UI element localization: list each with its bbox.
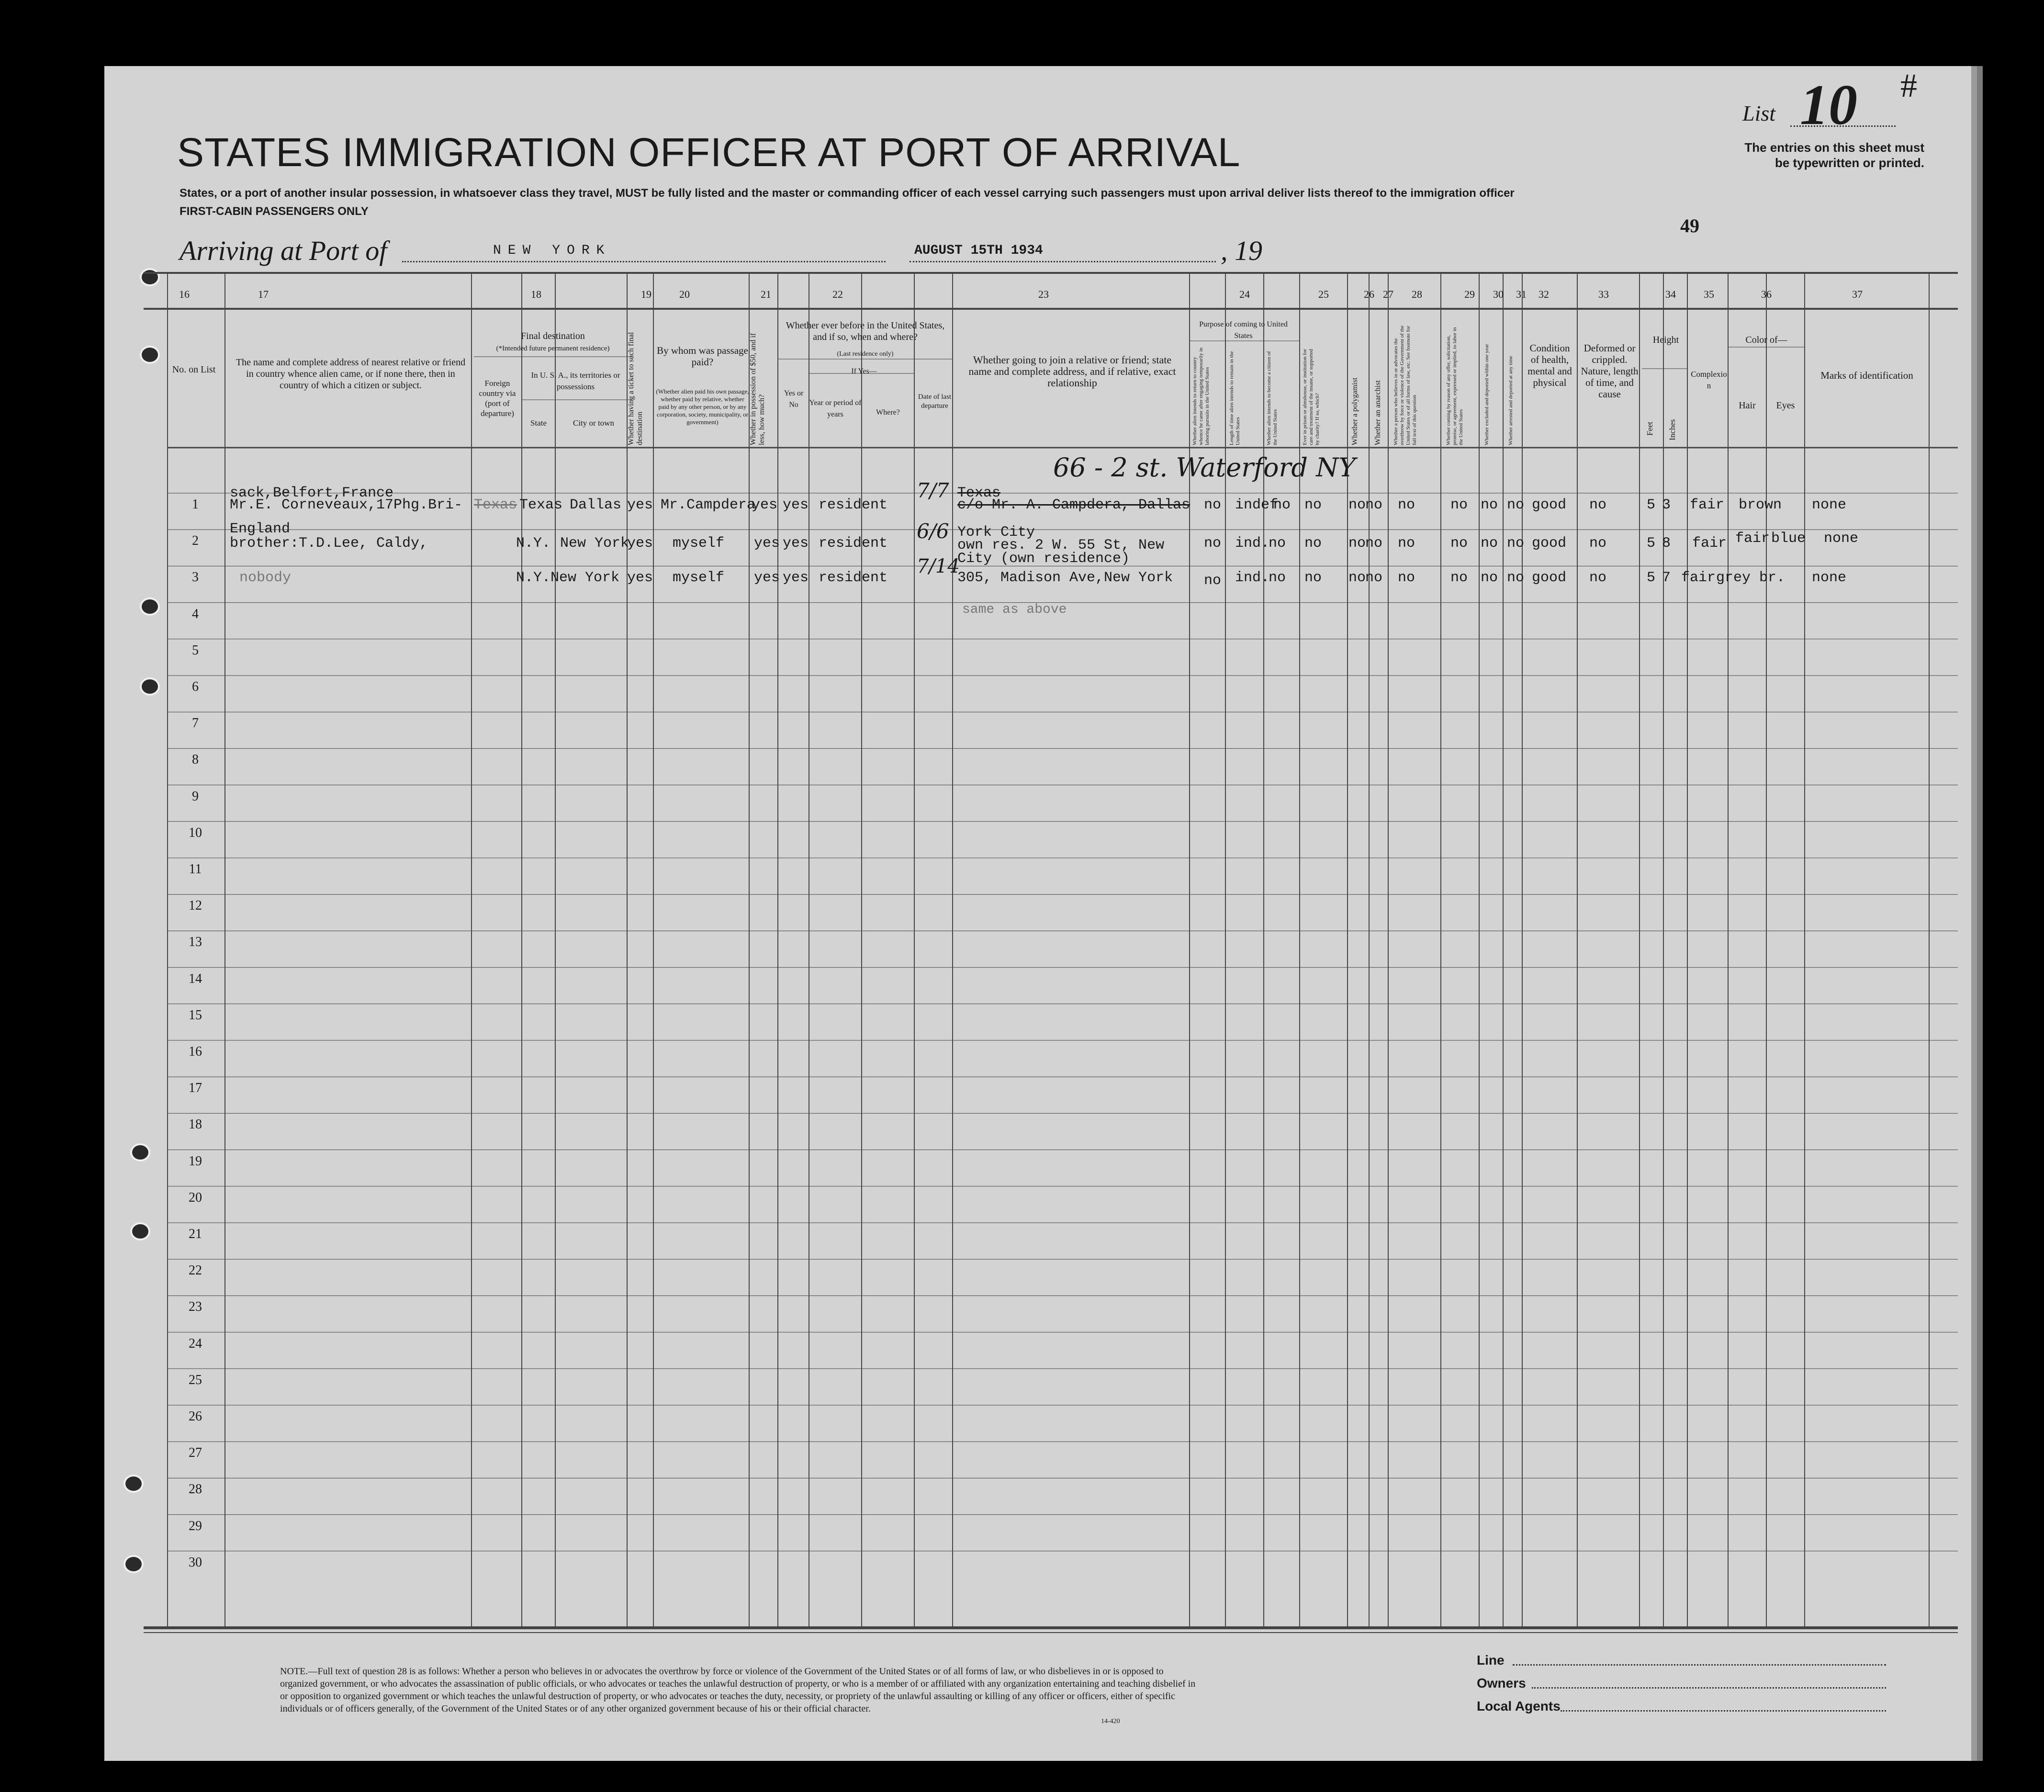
row-number: 28: [189, 1482, 202, 1497]
column-number: 21: [761, 288, 771, 300]
header-fifty-dollars: Whether in possession of $50, and if less, how much?: [749, 333, 766, 445]
row2-complexion: fair: [1692, 535, 1727, 552]
row2-city: New York: [560, 535, 629, 552]
row2-marks: none: [1824, 530, 1859, 547]
year-prefix: , 19: [1221, 235, 1262, 266]
form-number: 14-420: [1101, 1718, 1120, 1725]
row3-hair: grey: [1716, 570, 1751, 586]
header-health: Condition of health, mental and physical: [1527, 342, 1572, 388]
header-ever-before: Whether ever before in the United States, and if so, when and where?: [786, 320, 945, 342]
header-date-departure: Date of last departure: [918, 393, 952, 410]
line-dotline: [1513, 1664, 1886, 1666]
row2-relative: brother:T.D.Lee, Caldy,: [230, 535, 428, 552]
header-inches: Inches: [1668, 419, 1677, 440]
row-number: 8: [192, 752, 199, 767]
row2-inches: 8: [1662, 535, 1671, 552]
arrival-port: NEW YORK: [493, 243, 611, 258]
row3-marks: none: [1812, 570, 1847, 586]
page-title: STATES IMMIGRATION OFFICER AT PORT OF ARRIVAL: [177, 130, 1241, 175]
row1-above: sack,Belfort,France: [230, 485, 394, 501]
row2-health: good: [1532, 535, 1567, 552]
column-number: 25: [1318, 288, 1329, 300]
row-number: 29: [189, 1518, 202, 1533]
row1-before: yes: [783, 497, 809, 513]
header-ever-before-sub: (Last residence only): [837, 350, 894, 358]
row-number: 13: [189, 935, 202, 950]
row2-eyes: blue: [1771, 530, 1806, 547]
header-state: State: [530, 418, 547, 428]
column-number: 34: [1665, 288, 1676, 300]
row3-ticket: yes: [627, 570, 653, 586]
column-number: 23: [1038, 288, 1049, 300]
header-anarchist: Whether an anarchist: [1374, 380, 1382, 445]
header-polygamist: Whether a polygamist: [1351, 377, 1359, 445]
row3-deformed: no: [1589, 570, 1607, 586]
row2-excluded: no: [1481, 535, 1498, 552]
row1-inches: 3: [1662, 497, 1671, 513]
row3-purpose-length: ind.: [1235, 570, 1270, 586]
row3-before: yes: [783, 570, 809, 586]
row1-money: yes: [752, 497, 778, 513]
row2-purpose-length: ind.: [1235, 535, 1270, 552]
row3-purpose-return: no: [1204, 573, 1222, 589]
header-deformed: Deformed or crippled. Nature, length of time, and cause: [1581, 342, 1639, 400]
row3-polygamist: no: [1348, 570, 1366, 586]
row-number: 12: [189, 898, 202, 913]
row-number: 3: [192, 570, 199, 585]
header-eyes: Eyes: [1776, 400, 1795, 411]
row-number: 26: [189, 1409, 202, 1424]
arrival-date: AUGUST 15TH 1934: [914, 243, 1043, 258]
row1-relative: Mr.E. Corneveaux,17Phg.Bri-: [230, 497, 463, 513]
agents-label: Local Agents: [1477, 1699, 1561, 1713]
row3-state: N.Y.: [516, 570, 551, 586]
row3-overthrow: no: [1398, 570, 1415, 586]
row-number: 15: [189, 1007, 202, 1023]
header-overthrow: Whether a person who believes in or advocates the overthrow by force or violence of the Government of the United States or of all forms of law, etc. See footnote for full text of this question: [1393, 325, 1417, 445]
row1-excluded: no: [1481, 497, 1498, 513]
row3-money: yes: [754, 570, 780, 586]
arriving-label: Arriving at Port of: [180, 235, 387, 266]
header-yes-no: Yes or No: [784, 389, 804, 409]
column-number: 37: [1852, 288, 1863, 300]
row1-anarchist: no: [1365, 497, 1383, 513]
row1-complexion: fair: [1690, 497, 1725, 513]
row-number: 5: [192, 642, 199, 658]
row3-labor-offer: no: [1450, 570, 1468, 586]
row-number: 24: [189, 1336, 202, 1351]
header-foreign-country: Foreign country via (port of departure): [479, 379, 516, 418]
header-no-on-list: No. on List: [172, 364, 216, 375]
row2-years: resident: [819, 535, 888, 552]
row2-anarchist: no: [1365, 535, 1383, 552]
column-number: 18: [531, 288, 541, 300]
row3-years: resident: [819, 570, 888, 586]
header-where: Where?: [876, 408, 900, 417]
row3-feet: 5: [1647, 570, 1656, 586]
row2-arrested: no: [1507, 535, 1525, 552]
footnote: NOTE.—Full text of question 28 is as follows: Whether a person who believes in or advocates the overthrow by force or violence of the Government of the United States or of all forms of law, or who disbelieves in or is opposed to organized government, or who advocates the assassination of public officials, or who advocates or teaches the unlawful destruction of property, or who is a member of or affiliated with any organization entertaining and teaching disbelief in or opposition to organized government or which teaches the unlawful destruction of property, or who advocates or teaches the duty, necessity, or propriety of the unlawful assaulting or killing of any officer or officers, either of specific individuals or of officers generally, of the Government of the United States or of any other organized government because of his or their official character.: [280, 1666, 1196, 1714]
row3-above: City (own residence): [957, 551, 1130, 567]
row2-labor-offer: no: [1450, 535, 1468, 552]
row1-purpose-return: no: [1204, 497, 1222, 513]
header-passage-paid: By whom was passage paid?: [657, 345, 748, 368]
column-number: 27: [1383, 288, 1393, 300]
row1-city: Dallas: [570, 497, 622, 513]
column-number: 16: [179, 288, 190, 300]
header-arrested: Whether arrested and deported at any time: [1508, 356, 1514, 445]
row2-money: yes: [754, 535, 780, 552]
row1-join-handwritten: 66 - 2 st. Waterford NY: [1053, 452, 1356, 483]
column-number: 17: [258, 288, 269, 300]
entries-note-line1: The entries on this sheet must: [1744, 140, 1924, 155]
row3-arrested: no: [1507, 570, 1525, 586]
column-number: 22: [832, 288, 843, 300]
row3-eyes: br.: [1759, 570, 1786, 586]
header-purpose: Purpose of coming to United States: [1199, 320, 1288, 340]
header-color-of: Color of—: [1745, 335, 1787, 345]
row1-hair: brown: [1739, 497, 1782, 513]
header-prison: Ever in prison or almshouse, or institution for care and treatment of the insane, or supported by charity? If so, which?: [1302, 349, 1320, 445]
header-hair: Hair: [1739, 400, 1756, 411]
row2-paid-by: myself: [673, 535, 725, 552]
row1-feet: 5: [1647, 497, 1656, 513]
column-number: 20: [679, 288, 690, 300]
row-number: 17: [189, 1081, 202, 1096]
row-number: 25: [189, 1372, 202, 1387]
row2-join-above: York City: [957, 524, 1035, 541]
row4-join: same as above: [962, 602, 1067, 617]
row2-state: N.Y.: [516, 535, 551, 552]
row1-join: c/o Mr. A. Campdera, Dallas: [957, 497, 1190, 513]
row2-before: yes: [783, 535, 809, 552]
agents-dotline: [1561, 1710, 1886, 1712]
row-number: 30: [189, 1555, 202, 1570]
row2-purpose-citizen: no: [1269, 535, 1286, 552]
row3-excluded: no: [1481, 570, 1498, 586]
row-number: 2: [192, 533, 199, 549]
row-number: 11: [189, 862, 202, 877]
row-number: 1: [192, 497, 199, 512]
column-number: 24: [1239, 288, 1250, 300]
owners-label: Owners: [1477, 1676, 1526, 1691]
header-purpose-length: Length of time alien intends to remain in the United States: [1229, 351, 1241, 445]
row-number: 9: [192, 789, 199, 804]
row-number: 6: [192, 679, 199, 694]
header-city: City or town: [573, 418, 614, 428]
row1-deformed: no: [1589, 497, 1607, 513]
list-number: 10: [1800, 73, 1857, 136]
row2-feet: 5: [1647, 535, 1656, 552]
row-number: 19: [189, 1153, 202, 1169]
row2-date-left: 6/6: [917, 519, 949, 543]
cabin-class: FIRST-CABIN PASSENGERS ONLY: [180, 205, 369, 218]
row3-complexion: fair: [1681, 570, 1716, 586]
row-number: 10: [189, 825, 202, 840]
header-join-relative: Whether going to join a relative or friend; state name and complete address, and if relative, exact relationship: [968, 354, 1176, 389]
row1-marks: none: [1812, 497, 1847, 513]
row1-overthrow: no: [1398, 497, 1415, 513]
header-labor-offer: Whether coming by reason of any offer, solicitation, promise, or agreement, expressed or implied, to labor in the United States: [1446, 327, 1464, 445]
row3-city: New York: [550, 570, 620, 586]
stamp-number: 49: [1680, 215, 1699, 237]
row1-date-left: 7/7: [917, 479, 949, 502]
header-if-yes: If Yes—: [851, 367, 877, 375]
header-passage-paid-sub: (Whether alien paid his own passage, whether paid by relative, whether paid by any other person, or by any corporation, society, municipality, or government): [656, 388, 749, 426]
list-label: List: [1742, 101, 1776, 125]
column-number: 26: [1364, 288, 1374, 300]
row2-join: own res. 2 W. 55 St, New: [957, 537, 1165, 553]
column-number: 29: [1464, 288, 1475, 300]
row3-health: good: [1532, 570, 1567, 586]
row-number: 20: [189, 1190, 202, 1205]
row3-inches: 7: [1662, 570, 1671, 586]
header-marks: Marks of identification: [1820, 370, 1913, 381]
header-height: Height: [1652, 335, 1679, 345]
header-purpose-citizen: Whether alien intends to become a citizen of the United States: [1266, 351, 1278, 445]
row2-polygamist: no: [1348, 535, 1366, 552]
row-number: 21: [189, 1227, 202, 1241]
row2-above: England: [230, 521, 291, 537]
header-excluded: Whether excluded and deported within one year: [1484, 344, 1490, 445]
header-purpose-return: Whether alien intends to return to country whence he came after engaging temporarily in laboring pursuits in the United States: [1192, 347, 1210, 445]
row1-foreign: Texas: [474, 497, 517, 513]
row1-polygamist: no: [1348, 497, 1366, 513]
row3-purpose-citizen: no: [1269, 570, 1286, 586]
row1-paid-by: Mr.Campdera: [661, 497, 756, 513]
header-years: Year or period of years: [809, 399, 862, 418]
row-number: 22: [189, 1263, 202, 1278]
row2-hair: fair: [1735, 530, 1770, 547]
row1-years: resident: [819, 497, 888, 513]
row-number: 4: [192, 606, 199, 621]
owners-dotline: [1532, 1687, 1886, 1689]
row1-purpose-citizen: no: [1273, 497, 1291, 513]
row1-ticket: yes: [627, 497, 653, 513]
row1-arrested: no: [1507, 497, 1525, 513]
header-final-destination: Final destination: [521, 331, 585, 341]
header-ticket: Whether having a ticket to such final destination: [627, 332, 644, 445]
row3-paid-by: myself: [673, 570, 725, 586]
row2-purpose-return: no: [1204, 535, 1222, 552]
column-number: 32: [1539, 288, 1549, 300]
column-number: 35: [1704, 288, 1714, 300]
row1-health: good: [1532, 497, 1567, 513]
row-number: 23: [189, 1299, 202, 1315]
list-mark: #: [1900, 68, 1917, 104]
entries-note-line2: be typewritten or printed.: [1774, 156, 1924, 170]
row2-ticket: yes: [627, 535, 653, 552]
column-number: 30: [1493, 288, 1504, 300]
row1-prison: no: [1304, 497, 1322, 513]
row3-prison: no: [1304, 570, 1322, 586]
column-number: 36: [1761, 288, 1772, 300]
row2-overthrow: no: [1398, 535, 1415, 552]
row3-join: 305, Madison Ave,New York: [957, 570, 1173, 586]
row1-purpose-length: indef: [1235, 497, 1279, 513]
subtitle: States, or a port of another insular possession, in whatsoever class they travel, MUST be fully listed and the master or commanding officer of each vessel carrying such passengers must upon arrival deliver lists thereof to the immigration officer: [180, 187, 1515, 200]
row-number: 7: [192, 716, 199, 731]
row-number: 27: [189, 1445, 202, 1461]
row3-anarchist: no: [1365, 570, 1383, 586]
line-label: Line: [1477, 1653, 1505, 1668]
column-number: 28: [1412, 288, 1422, 300]
row-number: 16: [189, 1044, 202, 1059]
header-final-destination-sub: (*Intended future permanent residence): [496, 345, 610, 352]
header-usa: In U. S. A., its territories or possessions: [531, 371, 620, 391]
row1-state: Texas: [519, 497, 563, 513]
row2-prison: no: [1304, 535, 1322, 552]
column-number: 31: [1516, 288, 1527, 300]
column-number: 19: [641, 288, 651, 300]
row-number: 14: [189, 971, 202, 986]
column-number: 33: [1598, 288, 1609, 300]
header-complexion: Complexion: [1691, 370, 1727, 390]
header-feet: Feet: [1645, 421, 1654, 436]
row3-relative: nobody: [239, 570, 292, 586]
row1-join-above: Texas: [957, 485, 1001, 501]
row-number: 18: [189, 1117, 202, 1132]
header-relative: The name and complete address of nearest relative or friend in country whence alien came, or if none there, then in country of which a citizen or subject.: [236, 357, 466, 391]
row3-date-left: 7/14: [917, 555, 960, 577]
row2-deformed: no: [1589, 535, 1607, 552]
row1-labor-offer: no: [1450, 497, 1468, 513]
